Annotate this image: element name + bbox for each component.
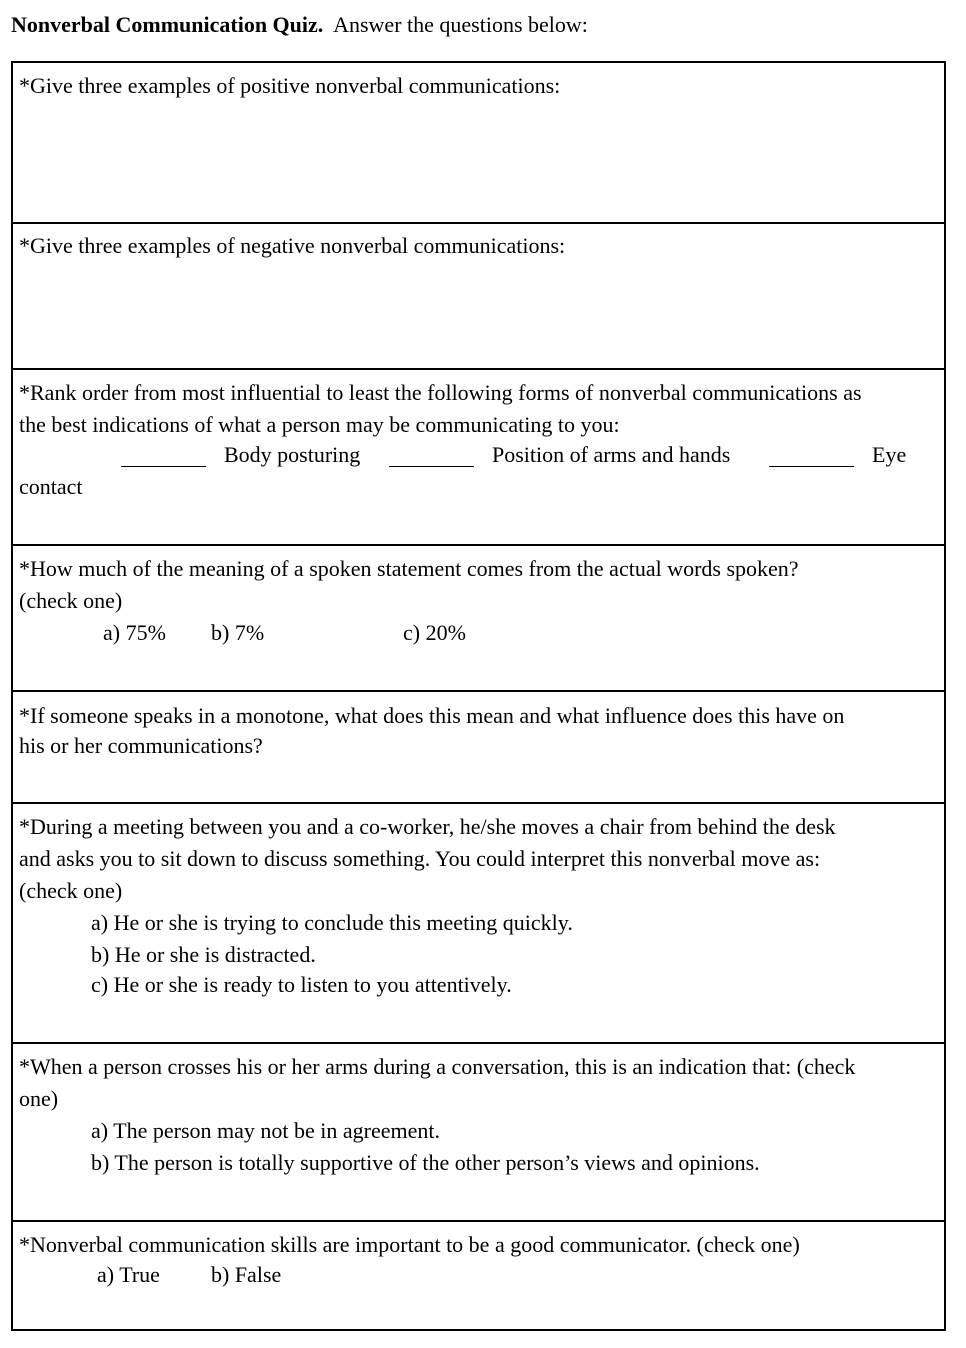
- question-4-line2: (check one): [19, 588, 123, 613]
- rank-item-contact: contact: [19, 474, 83, 499]
- question-3: [13, 370, 944, 546]
- question-8-option-a[interactable]: a) True: [97, 1262, 160, 1287]
- question-8-line1: *Nonverbal communication skills are important to be a good communicator. (check one): [19, 1232, 800, 1257]
- rank-blank-body-posturing[interactable]: [121, 466, 206, 467]
- question-1-text: *Give three examples of positive nonverbal communications:: [19, 73, 561, 98]
- question-5-line2: his or her communications?: [19, 733, 263, 758]
- question-7-option-b[interactable]: b) The person is totally supportive of the other person’s views and opinions.: [91, 1150, 760, 1175]
- rank-blank-arms-hands[interactable]: [389, 466, 474, 467]
- question-6-line3: (check one): [19, 878, 123, 903]
- question-6-line2: and asks you to sit down to discuss something. You could interpret this nonverbal move as:: [19, 846, 821, 871]
- page-title: [11, 12, 588, 38]
- quiz-table: [11, 61, 946, 1331]
- question-4-option-a[interactable]: a) 75%: [103, 620, 166, 645]
- question-5-line1: *If someone speaks in a monotone, what does this mean and what influence does this have on: [19, 703, 845, 728]
- question-6-option-a[interactable]: a) He or she is trying to conclude this meeting quickly.: [91, 910, 573, 935]
- question-4-option-c[interactable]: c) 20%: [403, 620, 466, 645]
- question-3-line1: *Rank order from most influential to least the following forms of nonverbal communications as: [19, 380, 862, 405]
- question-7-line1: *When a person crosses his or her arms during a conversation, this is an indication that: (check: [19, 1054, 856, 1079]
- rank-item-arms-hands: Position of arms and hands: [492, 442, 731, 467]
- question-1[interactable]: [13, 63, 944, 224]
- question-7-line2: one): [19, 1086, 59, 1111]
- question-7: [13, 1044, 944, 1222]
- question-8-option-b[interactable]: b) False: [211, 1262, 282, 1287]
- question-4-option-b[interactable]: b) 7%: [211, 620, 265, 645]
- question-6-option-c[interactable]: c) He or she is ready to listen to you attentively.: [91, 972, 512, 997]
- question-3-line2: the best indications of what a person may be communicating to you:: [19, 412, 620, 437]
- question-6-line1: *During a meeting between you and a co-worker, he/she moves a chair from behind the desk: [19, 814, 836, 839]
- question-2[interactable]: [13, 224, 944, 370]
- question-7-option-a[interactable]: a) The person may not be in agreement.: [91, 1118, 441, 1143]
- question-5[interactable]: [13, 692, 944, 804]
- question-2-text: *Give three examples of negative nonverbal communications:: [19, 233, 566, 258]
- rank-item-body-posturing: Body posturing: [224, 442, 361, 467]
- question-6: [13, 804, 944, 1044]
- rank-blank-eye-contact[interactable]: [769, 466, 854, 467]
- title-bold: Nonverbal Communication Quiz.: [11, 12, 324, 37]
- title-instructions: Answer the questions below:: [333, 12, 588, 37]
- question-4-line1: *How much of the meaning of a spoken statement comes from the actual words spoken?: [19, 556, 799, 581]
- question-4: [13, 546, 944, 692]
- question-6-option-b[interactable]: b) He or she is distracted.: [91, 942, 316, 967]
- rank-item-eye: Eye: [872, 442, 907, 467]
- question-8: [13, 1222, 944, 1329]
